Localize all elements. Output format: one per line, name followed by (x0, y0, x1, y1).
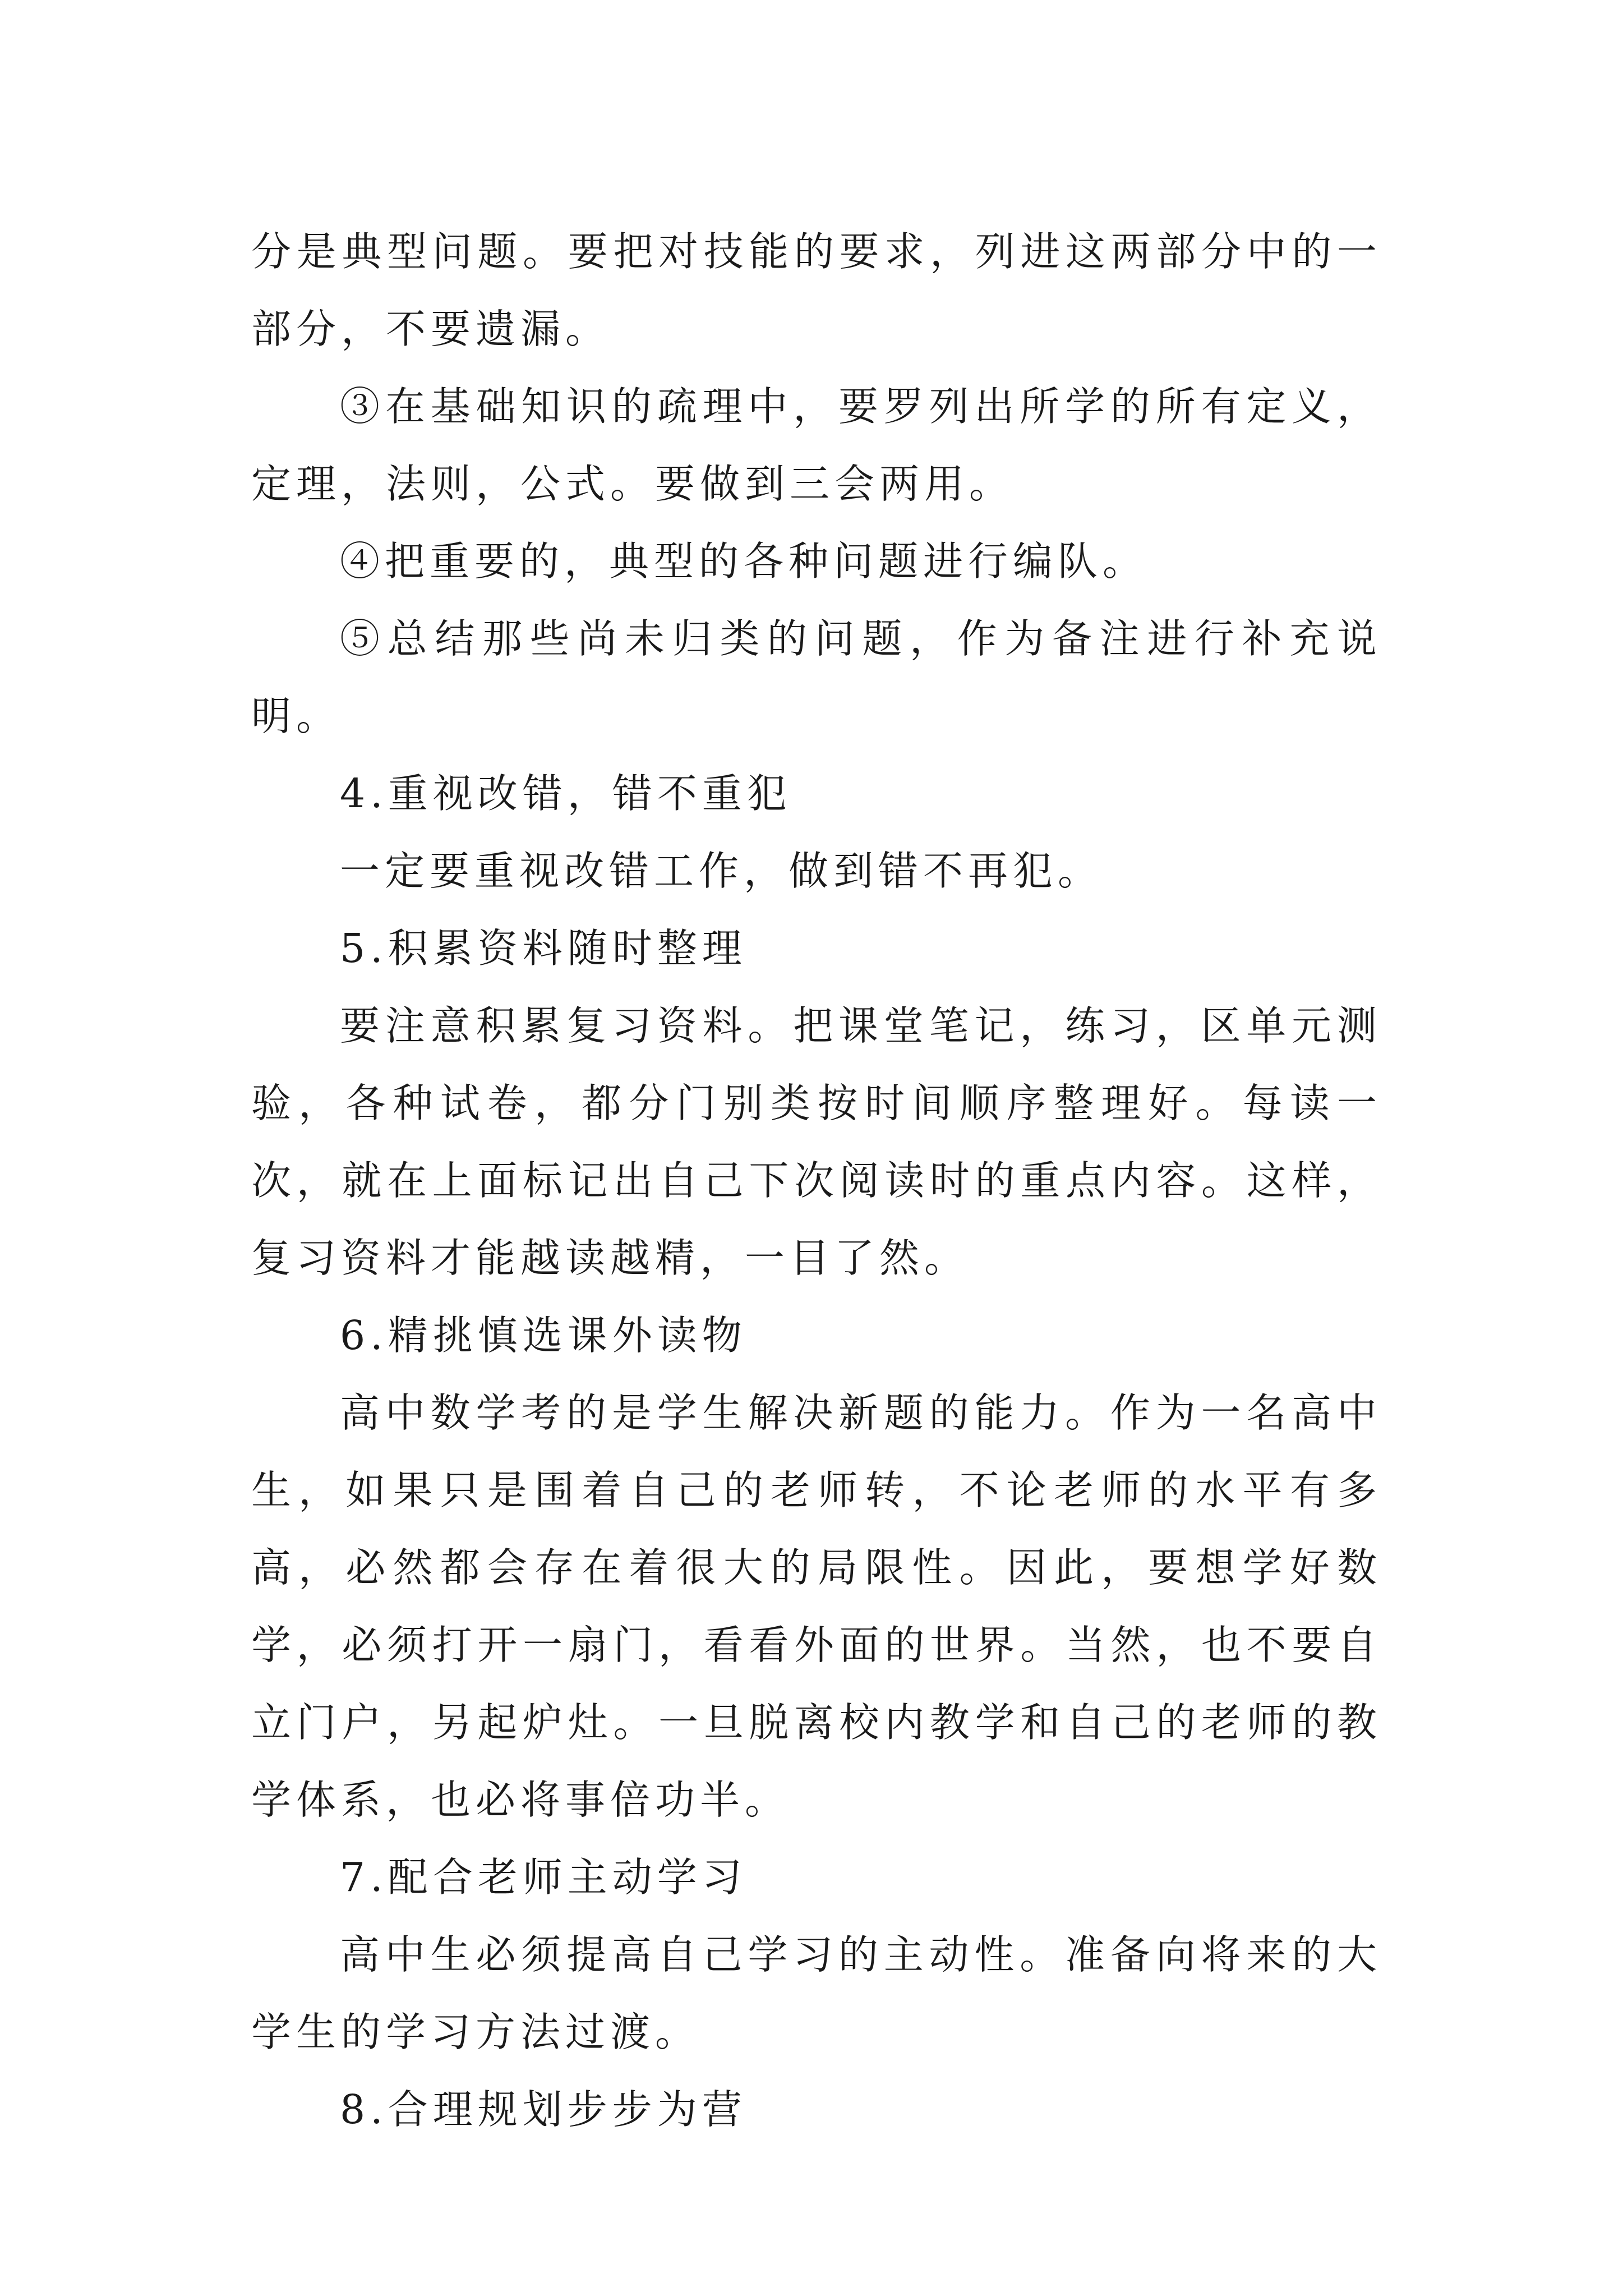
paragraph-item-4: ④把重要的，典型的各种问题进行编队。 (340, 538, 1148, 585)
paragraph-section-6: 高中数学考的是学生解决新题的能力。作为一名高中生，如果只是围着自己的老师转，不论老师的水平有多高，必然都会存在着很大的局限性。因此，要想学好数学，必须打开一扇门，看看外面的世界。当然，也不要自立门户，另起炉灶。一旦脱离校内教学和自己的老师的教学体系，也必将事倍功半。 (251, 1389, 1382, 1823)
paragraph-section-5: 要注意积累复习资料。把课堂笔记，练习，区单元测验，各种试卷，都分门别类按时间顺序整理好。每读一次，就在上面标记出自己下次阅读时的重点内容。这样，复习资料才能越读越精，一目了然。 (251, 1002, 1382, 1281)
section-heading-5: 5.积累资料随时整理 (340, 925, 747, 972)
paragraph-continuation: 分是典型问题。要把对技能的要求，列进这两部分中的一部分，不要遗漏。 (251, 228, 1382, 352)
paragraph-item-3: ③在基础知识的疏理中，要罗列出所学的所有定义，定理，法则，公式。要做到三会两用。 (251, 383, 1382, 507)
paragraph-section-4: 一定要重视改错工作，做到错不再犯。 (340, 848, 1103, 894)
section-heading-8: 8.合理规划步步为营 (340, 2086, 747, 2133)
paragraph-section-7: 高中生必须提高自己学习的主动性。准备向将来的大学生的学习方法过渡。 (251, 1931, 1382, 2055)
section-heading-6: 6.精挑慎选课外读物 (340, 1312, 747, 1359)
document-body (251, 213, 1382, 2148)
section-heading-7: 7.配合老师主动学习 (340, 1854, 747, 1901)
paragraph-item-5: ⑤总结那些尚未归类的问题，作为备注进行补充说明。 (251, 615, 1382, 739)
section-heading-4: 4.重视改错，错不重犯 (340, 770, 792, 817)
